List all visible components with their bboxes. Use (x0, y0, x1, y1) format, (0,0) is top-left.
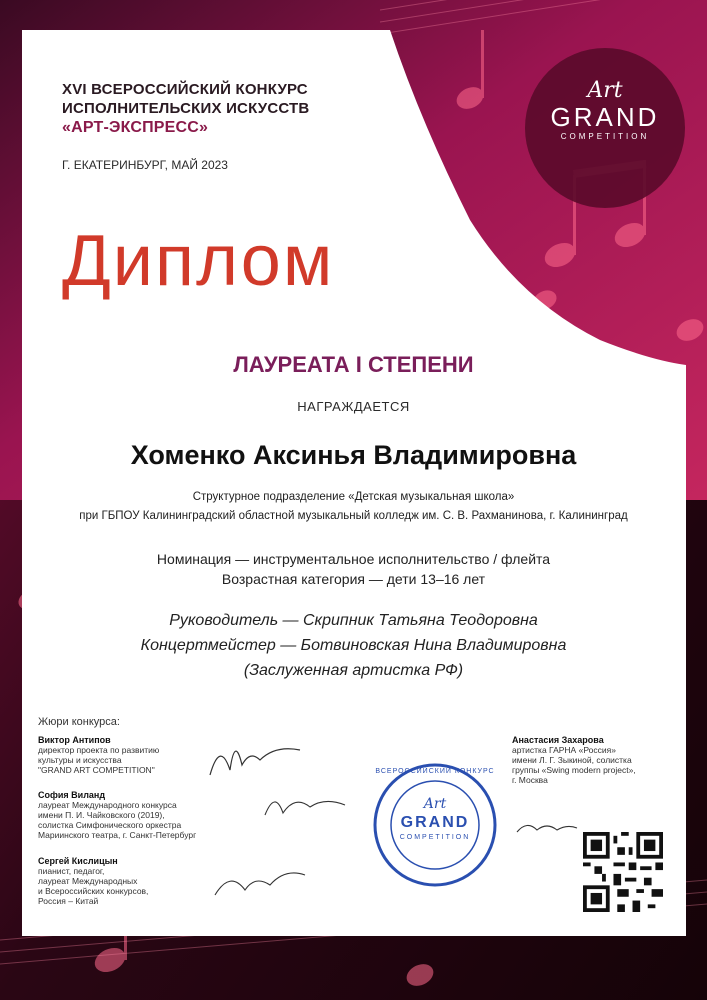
signature-antipov (200, 730, 310, 790)
stamp-main: GRAND (400, 814, 470, 831)
jury-member-desc: Россия – Китай (38, 896, 99, 906)
laureate-degree: ЛАУРЕАТА I СТЕПЕНИ (233, 352, 474, 377)
accompanist-title: (Заслуженная артистка РФ) (243, 662, 464, 679)
jury-member-desc: г. Москва (512, 775, 548, 785)
recipient-name: Хоменко Аксинья Владимировна (130, 440, 577, 470)
jury-member-desc: солистка Симфонического оркестра (38, 820, 182, 830)
stamp-script: Art (423, 796, 447, 812)
logo-script: Art (587, 78, 623, 103)
stamp-ring-text: ВСЕРОССИЙСКИЙ КОНКУРС (375, 768, 495, 775)
jury-member-name: София Виланд (38, 790, 106, 800)
jury-member-desc: лауреат Международного конкурса (38, 800, 177, 810)
jury-member (512, 735, 636, 785)
accompanist: Концертмейстер — Ботвиновская Нина Владимировна (140, 637, 567, 654)
jury-member-desc: и Всероссийских конкурсов, (38, 886, 149, 896)
jury-member-desc: лауреат Международных (38, 876, 138, 886)
jury-member (38, 735, 159, 775)
jury-member-name: Сергей Кислицын (38, 856, 118, 866)
city-date: Г. ЕКАТЕРИНБУРГ, МАЙ 2023 (62, 158, 228, 172)
diploma-title: Диплом (62, 221, 335, 301)
jury-member-desc: Мариинского театра, г. Санкт-Петербург (38, 830, 197, 840)
jury-member-desc: артистка ГАРНА «Россия» (512, 745, 616, 755)
signature-zakharova (512, 812, 582, 842)
jury-member-name: Анастасия Захарова (512, 735, 604, 745)
jury-member-desc: "GRAND ART COMPETITION" (38, 765, 155, 775)
jury-member-name: Виктор Антипов (38, 735, 111, 745)
logo-sub: COMPETITION (560, 132, 650, 141)
jury-member (38, 856, 148, 906)
contest-name: «АРТ-ЭКСПРЕСС» (62, 119, 209, 136)
stamp-sub: COMPETITION (399, 834, 471, 841)
nomination: Номинация — инструментальное исполнительство / флейта (156, 551, 551, 567)
age-category: Возрастная категория — дети 13–16 лет (221, 571, 486, 587)
contest-title-line2: ИСПОЛНИТЕЛЬСКИХ ИСКУССТВ (62, 100, 310, 117)
jury-member (38, 790, 196, 840)
jury-member-desc: пианист, педагог, (38, 866, 105, 876)
qr-code[interactable] (583, 832, 663, 912)
organization-line2: при ГБПОУ Калининградский областной музыкальный колледж им. С. В. Рахманинова, г. Калининград (79, 510, 628, 522)
jury-member-desc: имени Л. Г. Зыкиной, солистка (512, 755, 632, 765)
grand-logo (525, 80, 685, 141)
jury-member-desc: группы «Swing modern project», (512, 765, 636, 775)
teacher: Руководитель — Скрипник Татьяна Теодоровна (169, 612, 538, 629)
official-stamp (370, 760, 500, 890)
jury-member-desc: директор проекта по развитию (38, 745, 160, 755)
jury-heading: Жюри конкурса: (38, 716, 120, 728)
jury-member-desc: имени П. И. Чайковского (2019), (38, 810, 165, 820)
contest-title-line1: XVI ВСЕРОССИЙСКИЙ КОНКУРС (62, 81, 308, 98)
logo-main: GRAND (550, 102, 660, 132)
jury-member-desc: культуры и искусства (38, 755, 122, 765)
awarded-label: НАГРАЖДАЕТСЯ (297, 399, 410, 414)
signature-kislitsyn (205, 860, 315, 905)
signature-viland (255, 785, 365, 825)
organization-line1: Структурное подразделение «Детская музыкальная школа» (192, 491, 515, 503)
